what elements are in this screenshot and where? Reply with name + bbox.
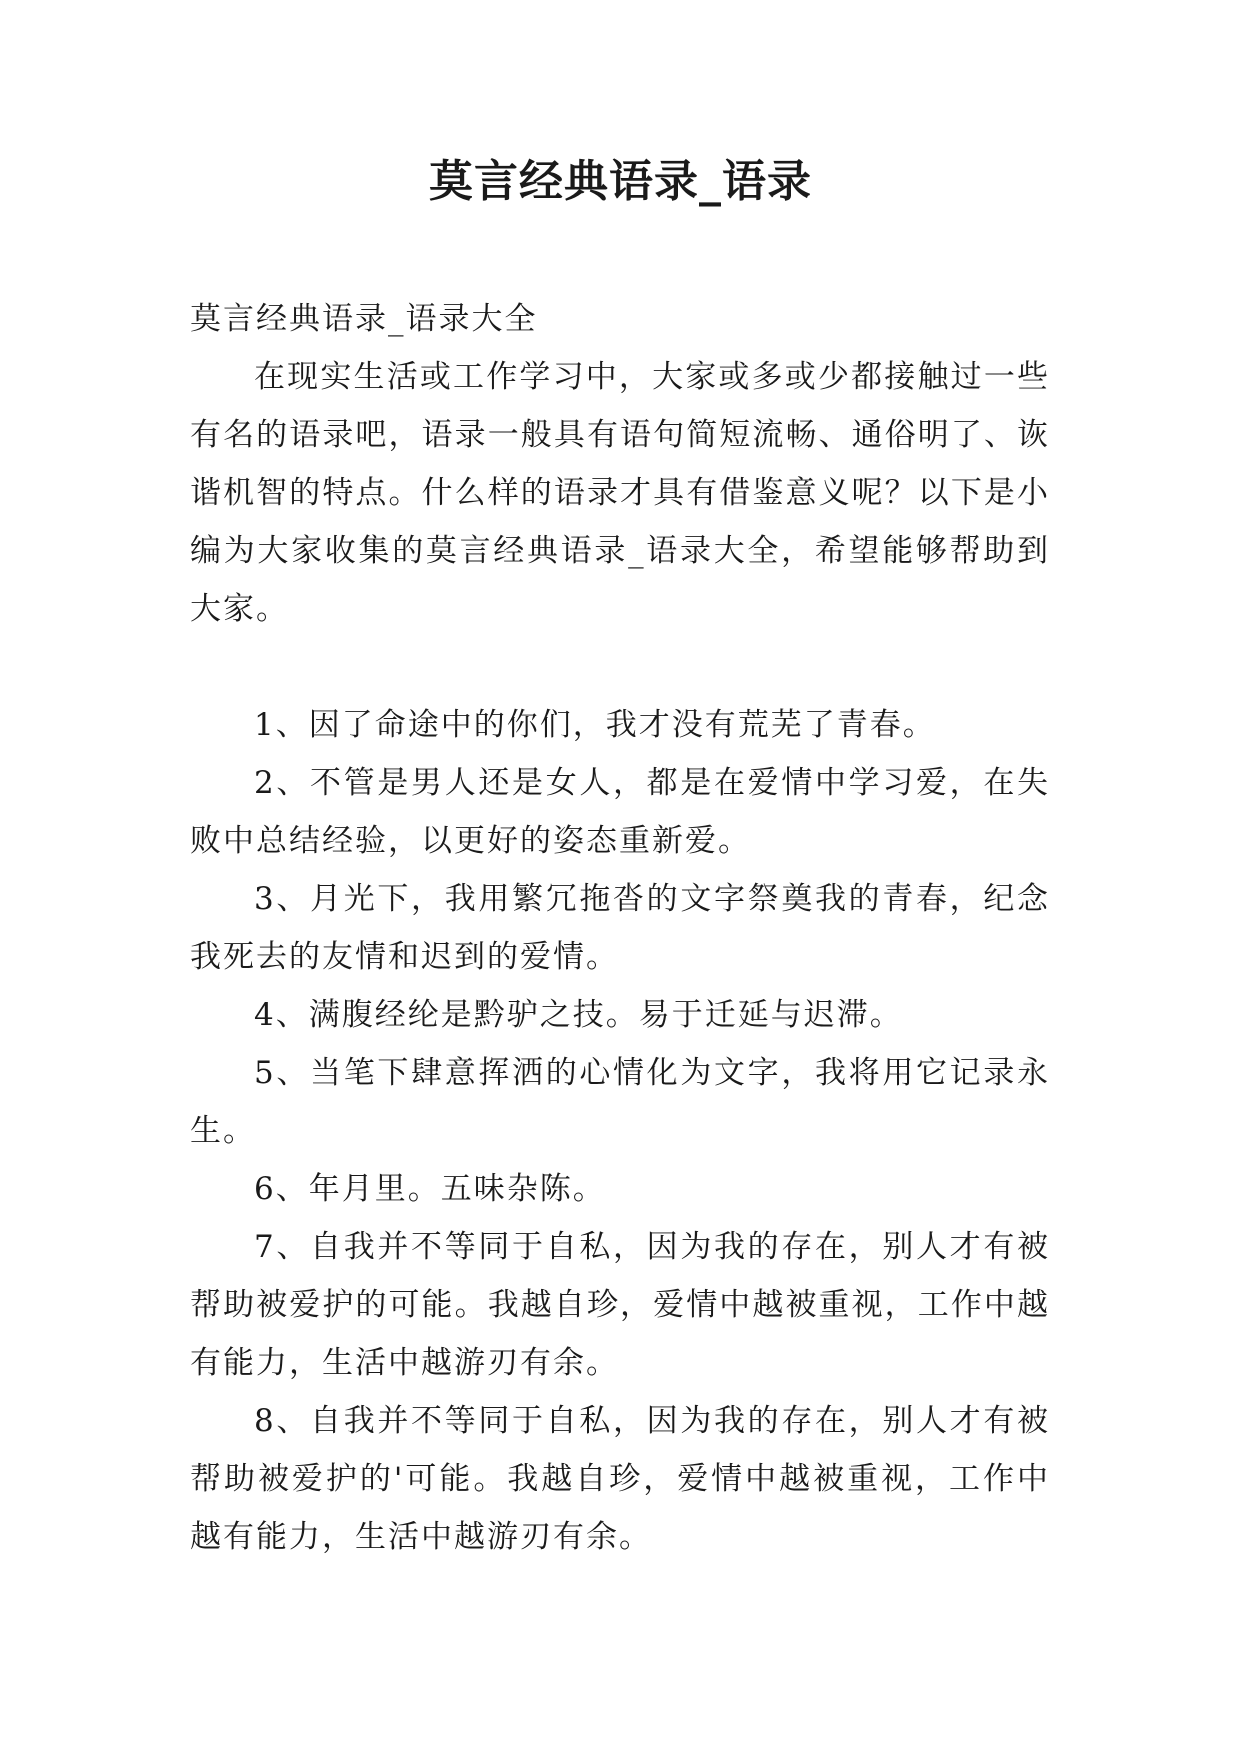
quote-item: 5、当笔下肆意挥洒的心情化为文字，我将用它记录永生。 (190, 1055, 1050, 1149)
quote-item: 2、不管是男人还是女人，都是在爱情中学习爱，在失败中总结经验，以更好的姿态重新爱。 (190, 765, 1050, 859)
quote-item: 1、因了命途中的你们，我才没有荒芜了青春。 (254, 707, 936, 743)
quote-item: 6、年月里。五味杂陈。 (254, 1171, 606, 1207)
document-subtitle: 莫言经典语录_语录大全 (190, 301, 538, 337)
intro-paragraph: 在现实生活或工作学习中，大家或多或少都接触过一些有名的语录吧，语录一般具有语句简短流畅、通俗明了、诙谐机智的特点。什么样的语录才具有借鉴意义呢？以下是小编为大家收集的莫言经典语录_语录大全，希望能够帮助到大家。 (190, 359, 1050, 627)
document-title: 莫言经典语录_语录 (429, 156, 812, 207)
document-body (190, 290, 1050, 1566)
quote-item: 3、月光下，我用繁冗拖沓的文字祭奠我的青春，纪念我死去的友情和迟到的爱情。 (190, 881, 1050, 975)
quote-item: 7、自我并不等同于自私，因为我的存在，别人才有被帮助被爱护的可能。我越自珍，爱情中越被重视，工作中越有能力，生活中越游刃有余。 (190, 1229, 1050, 1381)
quote-item: 8、自我并不等同于自私，因为我的存在，别人才有被帮助被爱护的'可能。我越自珍，爱情中越被重视，工作中越有能力，生活中越游刃有余。 (190, 1403, 1050, 1555)
paragraph-spacer (190, 638, 1050, 696)
quote-item: 4、满腹经纶是黔驴之技。易于迁延与迟滞。 (254, 997, 903, 1033)
